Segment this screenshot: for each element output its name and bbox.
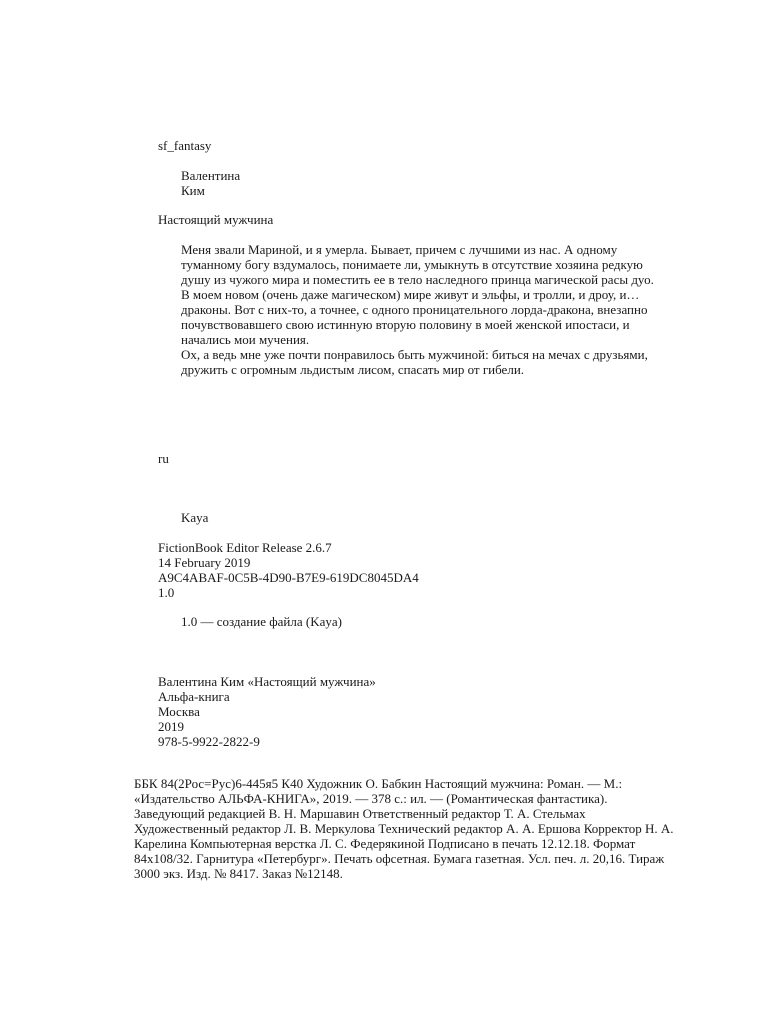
publish-book-name: Валентина Ким «Настоящий мужчина» (158, 674, 376, 689)
isbn: 978-5-9922-2822-9 (158, 734, 260, 749)
author-last-name: Ким (181, 183, 205, 198)
language-label (158, 451, 169, 466)
document-author-nickname: Kaya (181, 510, 209, 525)
program-used: FictionBook Editor Release 2.6.7 (158, 540, 332, 555)
annotation-paragraph: Ох, а ведь мне уже почти понравилось быть мужчиной: биться на мечах с друзьями, дружить с огромным льдистым лисом, спасать мир от гибели. (181, 347, 648, 377)
genre-label (158, 138, 211, 153)
document-author (181, 510, 208, 525)
annotation-paragraph: Меня звали Мариной, и я умерла. Бывает, причем с лучшими из нас. А одному туманному богу вздумалось, понимаете ли, умыкнуть в отсутствие хозяина редкую душу из чужого мира и поместить ее в тело наследного принца магической расы дуо. (181, 242, 654, 287)
document-info-block (158, 540, 419, 600)
document-version: 1.0 (158, 585, 175, 600)
annotation-block (181, 242, 671, 377)
custom-info-block (134, 776, 674, 881)
publish-city: Москва (158, 704, 200, 719)
language-text: ru (158, 451, 169, 466)
annotation-paragraph: В моем новом (очень даже магическом) мире живут и эльфы, и тролли, и дроу, и… драконы. Вот с них-то, а точнее, с одного проницательного лорда-дракона, внезапно почувствовавшего свою истинную вторую половину в моей женской ипостаси, и начались мои мучения. (181, 287, 648, 347)
publish-year: 2019 (158, 719, 184, 734)
custom-info-text: ББК 84(2Рос=Рус)6-445я5 К40 Художник О. Бабкин Настоящий мужчина: Роман. — М.: «Издательство АЛЬФА-КНИГА», 2019. — 378 с.: ил. — (Романтическая фантастика). Заведующий редакцией В. Н. Маршавин Ответственный редактор Т. А. Стельмах Художественный редактор Л. В. Меркулова Технический редактор А. А. Ершова Корректор Н. А. Карелина Компьютерная верстка Л. С. Федерякиной Подписано в печать 12.12.18. Формат 84x108/32. Гарнитура «Петербург». Печать офсетная. Бумага газетная. Усл. печ. л. 20,16. Тираж 3000 экз. Изд. № 8417. Заказ №12148. (134, 776, 674, 881)
book-title (158, 212, 273, 227)
history-block (181, 614, 342, 629)
author-first-name: Валентина (181, 168, 241, 183)
document-date: 14 February 2019 (158, 555, 251, 570)
book-title-text: Настоящий мужчина (158, 212, 274, 227)
history-entry: 1.0 — создание файла (Kaya) (181, 614, 342, 629)
author-block (181, 168, 240, 198)
publish-info-block (158, 674, 376, 749)
document-id: A9C4ABAF-0C5B-4D90-B7E9-619DC8045DA4 (158, 570, 419, 585)
publisher: Альфа-книга (158, 689, 230, 704)
genre-text: sf_fantasy (158, 138, 212, 153)
